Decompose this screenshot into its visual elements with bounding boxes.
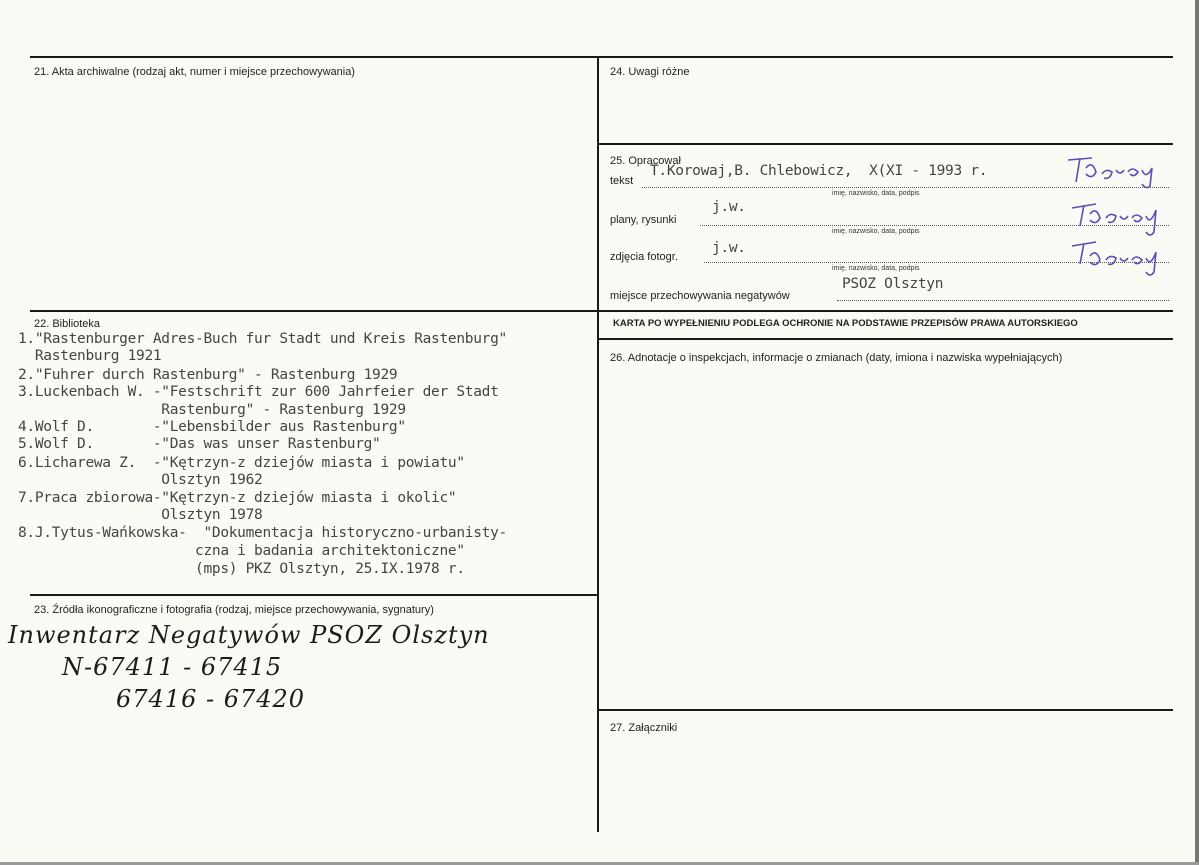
rule-notice-26	[598, 338, 1173, 340]
bibliography-line: 7.Praca zbiorowa-"Kętrzyn-z dziejów miasta i okolic"	[18, 490, 457, 506]
signature-3	[1066, 236, 1176, 280]
section-27-label: 27. Załączniki	[610, 722, 678, 734]
section-26-label: 26. Adnotacje o inspekcjach, informacje o zmianach (daty, imiona i nazwiska wypełniających)	[610, 352, 1063, 364]
rule-26-27	[598, 709, 1173, 711]
iconography-line-3: 67416 - 67420	[116, 685, 306, 713]
bibliography-line: Rastenburg" - Rastenburg 1929	[18, 402, 406, 418]
tekst-label: tekst	[610, 175, 634, 187]
tekst-value: T.Korowaj,B. Chlebowicz, X(XI - 1993 r.	[650, 163, 988, 179]
bibliography-line: 8.J.Tytus-Wańkowska- "Dokumentacja historyczno-urbanisty-	[18, 525, 507, 541]
bibliography-line: Rastenburg 1921	[18, 348, 162, 364]
section-24-label: 24. Uwagi różne	[610, 66, 690, 78]
negatywy-dotted-line	[837, 300, 1169, 301]
top-rule	[30, 56, 1173, 58]
bibliography-line: 3.Luckenbach W. -"Festschrift zur 600 Jahrfeier der Stadt	[18, 384, 499, 400]
bibliography-line: czna i badania architektoniczne"	[18, 543, 465, 559]
copyright-notice: KARTA PO WYPEŁNIENIU PODLEGA OCHRONIE NA PODSTAWIE PRZEPISÓW PRAWA AUTORSKIEGO	[613, 318, 1078, 329]
iconography-line-1: Inwentarz Negatywów PSOZ Olsztyn	[8, 621, 490, 649]
bibliography-line: 6.Licharewa Z. -"Kętrzyn-z dziejów miasta i powiatu"	[18, 455, 465, 471]
rule-22-23	[30, 594, 598, 596]
rule-24-25	[598, 143, 1173, 145]
zdjecia-caption: imię, nazwisko, data, podpis	[832, 265, 920, 272]
bibliography-line: Olsztyn 1962	[18, 472, 263, 488]
section-23-label: 23. Źródła ikonograficzne i fotografia (rodzaj, miejsce przechowywania, sygnatury)	[34, 604, 434, 616]
plany-label: plany, rysunki	[610, 214, 677, 226]
center-divider	[597, 56, 599, 832]
bibliography-line: 5.Wolf D. -"Das was unser Rastenburg"	[18, 436, 381, 452]
bibliography-line: 1."Rastenburger Adres-Buch fur Stadt und Kreis Rastenburg"	[18, 331, 507, 347]
bibliography-line: (mps) PKZ Olsztyn, 25.IX.1978 r.	[18, 561, 465, 577]
negatywy-value: PSOZ Olsztyn	[842, 276, 944, 292]
bibliography-line: Olsztyn 1978	[18, 507, 263, 523]
signature-2	[1066, 196, 1176, 240]
section-21-label: 21. Akta archiwalne (rodzaj akt, numer i miejsce przechowywania)	[34, 66, 355, 78]
negatywy-label: miejsce przechowywania negatywów	[610, 290, 790, 302]
zdjecia-value: j.w.	[712, 240, 746, 256]
section-22-label: 22. Biblioteka	[34, 318, 101, 330]
signature-1	[1062, 150, 1172, 190]
rule-25-notice	[598, 310, 1173, 312]
plany-caption: imię, nazwisko, data, podpis	[832, 228, 920, 235]
tekst-caption: imię, nazwisko, data, podpis	[832, 190, 920, 197]
section-25-label: 25. Opracował	[610, 155, 681, 167]
rule-21-22	[30, 310, 598, 312]
bibliography-line: 4.Wolf D. -"Lebensbilder aus Rastenburg"	[18, 419, 406, 435]
iconography-line-2: N-67411 - 67415	[62, 653, 283, 681]
bibliography-line: 2."Fuhrer durch Rastenburg" - Rastenburg 1929	[18, 367, 398, 383]
zdjecia-label: zdjęcia fotogr.	[610, 251, 678, 263]
plany-value: j.w.	[712, 199, 746, 215]
card-edge-right	[1195, 0, 1199, 865]
